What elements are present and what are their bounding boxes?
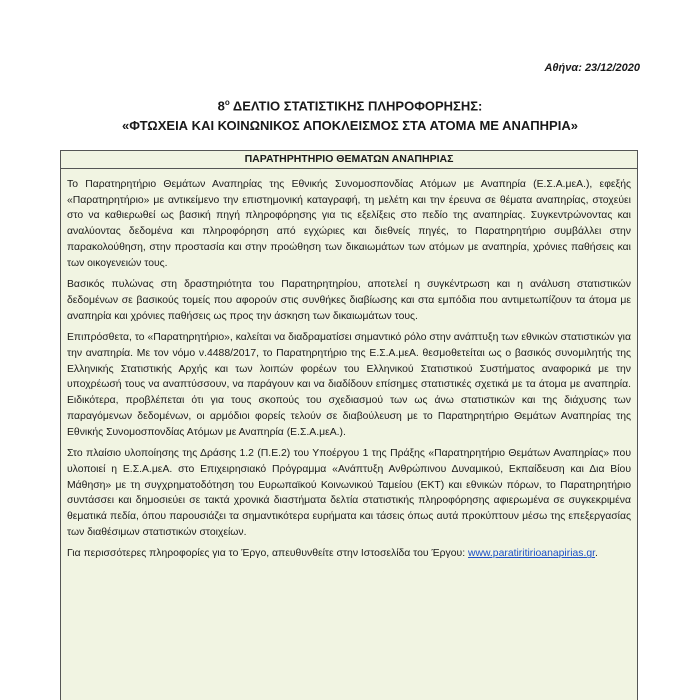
- paragraph-4: Στο πλαίσιο υλοποίησης της Δράσης 1.2 (Π.Ε.2) του Υποέργου 1 της Πράξης «Παρατηρητήριο Θεμάτων Αναπηρίας» που υλοποιεί η Ε.Σ.Α.μεΑ. στο Επιχειρησιακό Πρόγραμμα «Ανάπτυξη Ανθρώπινου Δυναμικού, Εκπαίδευση και Δια Βίου Μάθηση» με τη συγχρηματοδότηση του Ευρωπαϊκού Κοινωνικού Ταμείου (ΕΚΤ) και εθνικών πόρων, το Παρατηρητήριο συντάσσει και δημοσιεύει σε τακτά χρονικά διαστήματα δελτία στατιστικής πληροφόρησης αφιερωμένα σε συγκεκριμένα θεματικά πεδία, όπου παρουσιάζει τα σημαντικότερα ευρήματα και τάσεις όπως αυτά προκύπτουν μέσω της επεξεργασίας των διαθέσιμων στατιστικών στοιχείων.: [67, 448, 631, 538]
- paragraph-2: Βασικός πυλώνας στη δραστηριότητα του Παρατηρητηρίου, αποτελεί η συγκέντρωση και η ανάλυση στατιστικών δεδομένων σε βασικούς τομείς που αφορούν στις συνθήκες διαβίωσης και στα εμπόδια που αντιμετωπίζουν τα άτομα με αναπηρία και χρόνιες παθήσεις ως προς την άσκηση των δικαιωμάτων τους.: [67, 279, 631, 322]
- footer-period: .: [595, 548, 598, 560]
- box-heading: ΠΑΡΑΤΗΡΗΤΗΡΙΟ ΘΕΜΑΤΩΝ ΑΝΑΠΗΡΙΑΣ: [61, 153, 637, 169]
- website-link[interactable]: www.paratiritirioanapirias.gr: [467, 548, 596, 560]
- title-line-2: «ΦΤΩΧΕΙΑ ΚΑΙ ΚΟΙΝΩΝΙΚΟΣ ΑΠΟΚΛΕΙΣΜΟΣ ΣΤΑ ΑΤΟΜΑ ΜΕ ΑΝΑΠΗΡΙΑ»: [122, 118, 578, 134]
- title-line-1-text: ΔΕΛΤΙΟ ΣΤΑΤΙΣΤΙΚΗΣ ΠΛΗΡΟΦΟΡΗΣΗΣ:: [229, 98, 483, 114]
- paragraph-3: Επιπρόσθετα, το «Παρατηρητήριο», καλείται να διαδραματίσει σημαντικό ρόλο στην ανάπτυξη των εθνικών στατιστικών για την αναπηρία. Με τον νόμο ν.4488/2017, το Παρατηρητήριο της Ε.Σ.Α.μεΑ. θεσμοθετείται ως ο βασικός συνομιλητής της Ελληνικής Στατιστικής Αρχής και των λοιπών φορέων του Ελληνικού Στατιστικού Συστήματος αναφορικά με την υποχρέωσή τους να αναπτύσσουν, να παράγουν και να διαδίδουν επίσημες στατιστικές σχετικά με τα άτομα με αναπηρία. Ειδικότερα, προβλέπεται ότι για τους σκοπούς του σχεδιασμού των ως άνω στατιστικών και της διάχυσης των παραγόμενων δεδομένων, οι αρμόδιοι φορείς τελούν σε διαβούλευση με το Παρατηρητήριο Θεμάτων Αναπηρίας της Εθνικής Συνομοσπονδίας Ατόμων με Αναπηρία (Ε.Σ.Α.μεΑ.).: [67, 332, 631, 438]
- observatory-info-box: [60, 150, 638, 700]
- ordinal-suffix: ο: [224, 98, 230, 107]
- document-title: [0, 93, 700, 136]
- bulletin-number: 8: [217, 98, 225, 114]
- footer-text: Για περισσότερες πληροφορίες για το Έργο, απευθυνθείτε στην Ιστοσελίδα του Έργου:: [67, 548, 466, 560]
- document-date: Αθήνα: 23/12/2020: [544, 62, 640, 74]
- paragraph-1: Το Παρατηρητήριο Θεμάτων Αναπηρίας της Εθνικής Συνομοσπονδίας Ατόμων με Αναπηρία (Ε.Σ.Α.μεΑ.), εφεξής «Παρατηρητήριο» με αντικείμενο την επιστημονική καταγραφή, τη μελέτη και την έρευνα σε θέματα αναπηρίας, στοχεύει στο να καθιερωθεί ως βασική πηγή πληροφόρησης για τις εξελίξεις στο πεδίο της αναπηρίας. Συγκεντρώνοντας και αναλύοντας δεδομένα και πληροφόρηση από εγχώριες και διεθνείς πηγές, το Παρατηρητήριο συμβάλλει στην παρακολούθηση, στην προστασία και στην προώθηση των δικαιωμάτων των ατόμων με αναπηρία, χρόνιες παθήσεις και των οικογενειών τους.: [67, 179, 631, 269]
- footer-paragraph: [67, 546, 631, 562]
- title-line-1: [0, 93, 700, 116]
